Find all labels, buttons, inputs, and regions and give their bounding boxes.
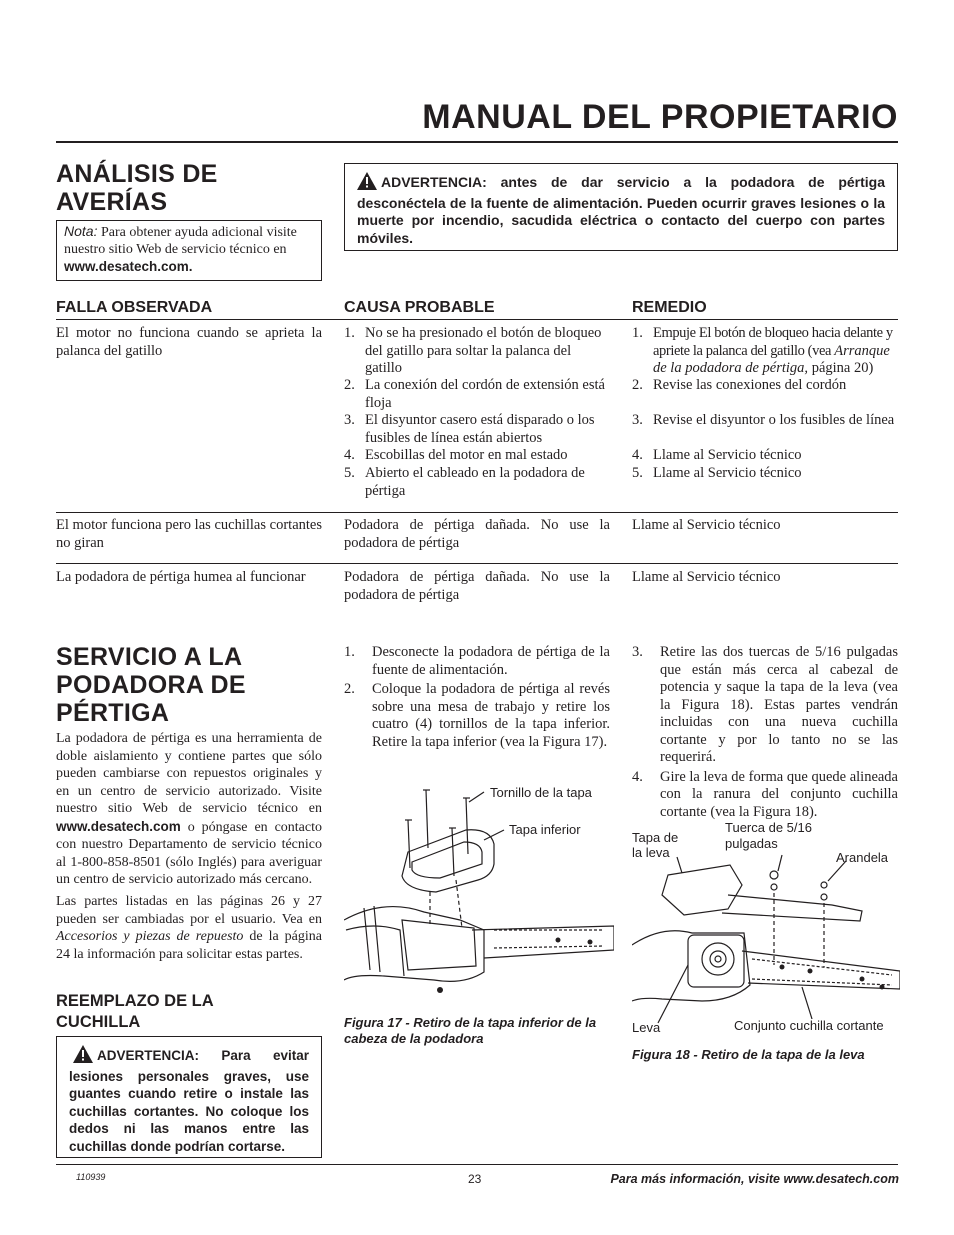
footer-rule [56,1164,898,1165]
step-item: 4. Gire la leva de forma que quede alineada con la ranura del conjunto cuchilla cortante (vea la Figura 18). [632,768,898,820]
table-row-1-fault: El motor no funciona cuando se aprieta la palanca del gatillo [56,325,322,359]
warning-icon [73,1045,93,1068]
note-label: Nota: [64,223,98,239]
cause-item: 5. Abierto el cableado en la podadora de pértiga [344,465,585,499]
table-row-2-cause: Podadora de pértiga dañada. No use la podadora de pértiga [344,517,610,551]
step-item: 2. Coloque la podadora de pértiga al revés sobre una mesa de trabajo y retire los cuatro (4) tornillos de la tapa inferior. Retire la tapa inferior (vea la Figura 17). [344,681,610,750]
remedy-item: 3. Revise el disyuntor o los fusibles de línea [632,412,895,428]
footer-info: Para más información, visite www.desatech.com [610,1172,899,1186]
step-item: 1. Desconecte la podadora de pértiga de la fuente de alimentación. [344,644,610,678]
doc-number: 110939 [76,1172,106,1182]
label-cover-screw: Tornillo de la tapa [490,785,592,800]
remedy-item: 1. Empuje El botón de bloqueo hacia delante y apriete la palanca del gatillo (vea Arranque de la podadora de pértiga, página 20) [632,325,893,376]
label-cam-cover: Tapa de la leva [632,830,679,860]
cause-item: 1. No se ha presionado el botón de bloqueo del gatillo para soltar la palanca del gatillo [344,325,602,376]
label-nut: Tuerca de 5/16 pulgadas [725,820,812,851]
step-item: 3. Retire las dos tuercas de 5/16 pulgadas que están más cerca al cabezal de potencia y saque la tapa de la leva (vea la Figura 18). Estas partes vendrán incluidas con una nueva cuchilla cortante y por lo tanto no se las requerirá. [632,644,898,765]
table-row-1-causes [344,325,610,500]
cause-item: 2. La conexión del cordón de extensión está floja [344,377,605,411]
service-warning-box: ADVERTENCIA: antes de dar servicio a la podadora de pértiga desconéctela de la fuente de alimentación. Pueden ocurrir graves lesiones o la muerte por incendio, sacudida eléctrica o contacto del cuerpo con partes móviles. [344,163,898,251]
note-box [56,220,322,281]
label-washer: Arandela [836,850,889,865]
remedy-item: 2. Revise las conexiones del cordón [632,377,847,393]
blade-warning-box: ADVERTENCIA: Para evitar lesiones personales graves, use guantes cuando retire o instale las cuchillas cortantes. No coloque los dedos ni las manos entre las cuchillas donde podrían cortarse. [56,1036,322,1158]
cause-item: 3. El disyuntor casero está disparado o los fusibles de línea están abiertos [344,412,595,446]
header-rule [56,141,898,143]
steps-list-left [344,644,610,751]
figure-18-caption: Figura 18 - Retiro de la tapa de la leva [632,1047,865,1062]
steps-list-right [632,644,898,821]
troubleshooting-title: ANÁLISIS DE AVERÍAS [56,160,218,216]
page-number: 23 [468,1172,482,1186]
note-url: www.desatech.com. [64,259,193,274]
table-row-2-remedy: Llame al Servicio técnico [632,517,781,533]
service-paragraph-1: La podadora de pértiga es una herramienta de doble aislamiento y contiene partes que sólo pueden cambiarse con repuestos originales y en un centro de servicio autorizado. Visite nuestro sitio Web de servicio técnico en www.desatech.com o póngase en contacto con nuestro Departamento de servicio técnico al 1-800-858-8501 (sólo Inglés) para averiguar un centro de servicio autorizado más cercano. [56,731,322,887]
label-blade-assembly: Conjunto cuchilla cortante [734,1018,884,1033]
figure-17-caption: Figura 17 - Retiro de la tapa inferior de la cabeza de la podadora [344,1015,597,1046]
remedy-item: 4. Llame al Servicio técnico [632,447,802,463]
label-cam: Leva [632,1020,661,1035]
label-bottom-cover: Tapa inferior [509,822,581,837]
remedy-item: 5. Llame al Servicio técnico [632,465,802,481]
blade-replacement-title: REEMPLAZO DE LA CUCHILLA [56,992,214,1031]
table-row-3-remedy: Llame al Servicio técnico [632,569,781,585]
column-header-fault: FALLA OBSERVADA [56,299,213,316]
warning-icon [357,172,377,195]
column-header-cause: CAUSA PROBABLE [344,299,495,316]
cause-item: 4. Escobillas del motor en mal estado [344,447,568,463]
column-header-remedy: REMEDIO [632,299,707,316]
figure-18 [632,815,900,1040]
figure-17 [344,780,614,1010]
table-row-3-cause: Podadora de pértiga dañada. No use la podadora de pértiga [344,569,610,603]
note-text: Para obtener ayuda adicional visite nuestro sitio Web de servicio técnico en [64,225,297,257]
table-row-3-fault: La podadora de pértiga humea al funcionar [56,569,306,585]
table-header-rule [56,319,898,320]
table-row-rule [56,563,898,564]
service-paragraph-2: Las partes listadas en las páginas 26 y 27 pueden ser cambiadas por el usuario. Vea en Accesorios y piezas de repuesto de la página 24 la información para solicitar estas partes. [56,894,322,962]
table-row-rule [56,512,898,513]
table-row-2-fault: El motor funciona pero las cuchillas cortantes no giran [56,517,322,551]
table-row-1-remedies [632,325,898,483]
pole-saw-bottom-cover-drawing [344,780,614,1010]
page-title: MANUAL DEL PROPIETARIO [422,98,898,136]
service-title: SERVICIO A LA PODADORA DE PÉRTIGA [56,643,246,727]
